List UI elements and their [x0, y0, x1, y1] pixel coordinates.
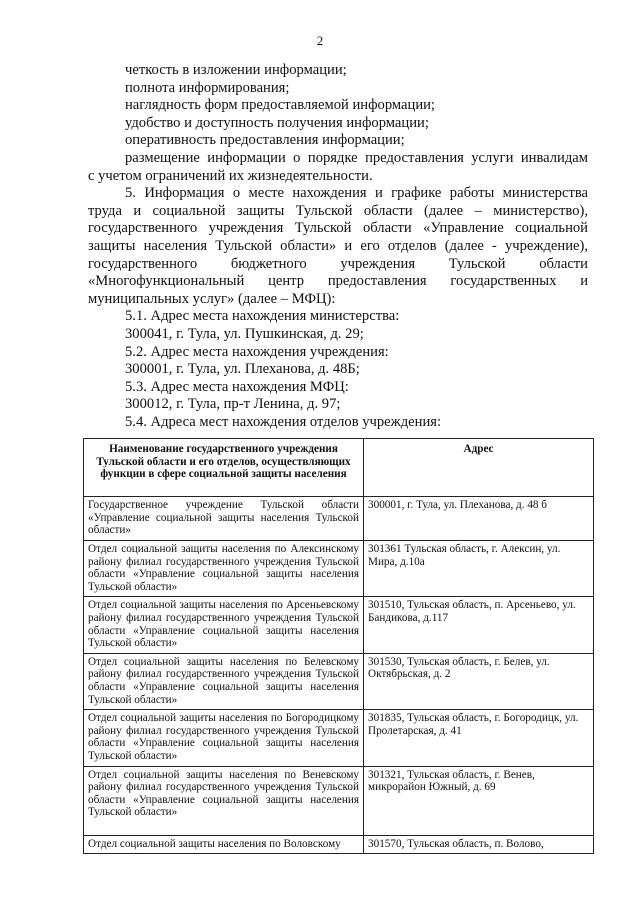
- list-item-completeness: полнота информирования;: [125, 79, 290, 96]
- cell-institution-name: Государственное учреждение Тульской области «Управление социальной защиты населения Тульской области»: [84, 497, 364, 541]
- list-item-promptness: оперативность предоставления информации;: [125, 132, 405, 149]
- cell-address: 301321, Тульская область, г. Венев, микрорайон Южный, д. 69: [364, 766, 594, 835]
- paragraph-line: 5. Информация о месте нахождения и графике работы министерства: [125, 185, 588, 202]
- body-text: [88, 62, 588, 431]
- mfc-address: 300012, г. Тула, пр-т Ленина, д. 97;: [125, 396, 341, 413]
- institution-address: 300001, г. Тула, ул. Плеханова, д. 48Б;: [125, 361, 360, 378]
- cell-institution-name: Отдел социальной защиты населения по Веневскому району филиал государственного учреждения Тульской области «Управление социальной защиты населения Тульской области»: [84, 766, 364, 835]
- cell-institution-name: Отдел социальной защиты населения по Арсеньевскому району филиал государственного учреждения Тульской области «Управление социальной защиты населения Тульской области»: [84, 597, 364, 653]
- departments-address-table: [83, 438, 594, 854]
- cell-institution-name: Отдел социальной защиты населения по Воловскому: [84, 835, 364, 854]
- cell-address: 301570, Тульская область, п. Волово,: [364, 835, 594, 854]
- table-row: [84, 835, 594, 854]
- column-header-address: Адрес: [364, 439, 594, 497]
- column-header-name: Наименование государственного учреждения Тульской области и его отделов, осуществляющих функции в сфере социальной защиты населения: [84, 439, 364, 497]
- paragraph-line: труда и социальной защиты Тульской области (далее – министерство),: [88, 202, 588, 219]
- cell-address: 301835, Тульская область, г. Богородицк, ул. Пролетарская, д. 41: [364, 710, 594, 766]
- paragraph-line: с учетом ограничений их жизнедеятельности.: [88, 167, 373, 184]
- cell-institution-name: Отдел социальной защиты населения по Алексинскому району филиал государственного учреждения Тульской области «Управление социальной защиты населения Тульской области»: [84, 541, 364, 597]
- cell-address: 301361 Тульская область, г. Алексин, ул. Мира, д.10а: [364, 541, 594, 597]
- cell-address: 300001, г. Тула, ул. Плеханова, д. 48 б: [364, 497, 594, 541]
- page-number: 2: [316, 33, 324, 48]
- table-row: [84, 597, 594, 653]
- table-row: [84, 497, 594, 541]
- table-row: [84, 710, 594, 766]
- ministry-address: 300041, г. Тула, ул. Пушкинская, д. 29;: [125, 325, 364, 342]
- section-5-1-heading: 5.1. Адрес места нахождения министерства:: [125, 308, 400, 325]
- table-row: [84, 541, 594, 597]
- paragraph-line: муниципальных услуг» (далее – МФЦ):: [88, 290, 336, 307]
- section-5-2-heading: 5.2. Адрес места нахождения учреждения:: [125, 343, 389, 360]
- list-item-clarity: четкость в изложении информации;: [125, 62, 347, 78]
- list-item-visibility: наглядность форм предоставляемой информации;: [125, 97, 435, 114]
- paragraph-line: размещение информации о порядке предоставления услуги инвалидам: [125, 149, 588, 166]
- paragraph-line: государственного учреждения Тульской области «Управление социальной: [88, 220, 588, 237]
- cell-address: 301530, Тульская область, г. Белев, ул. Октябрьская, д. 2: [364, 653, 594, 709]
- table-header-row: [84, 439, 594, 497]
- cell-address: 301510, Тульская область, п. Арсеньево, ул. Бандикова, д.117: [364, 597, 594, 653]
- paragraph-line: «Многофункциональный центр предоставления государственных и: [88, 273, 588, 290]
- paragraph-line: государственного бюджетного учреждения Тульской области: [88, 255, 588, 272]
- list-item-convenience: удобство и доступность получения информации;: [125, 114, 429, 131]
- cell-institution-name: Отдел социальной защиты населения по Белевскому району филиал государственного учреждения Тульской области «Управление социальной защиты населения Тульской области»: [84, 653, 364, 709]
- table-row: [84, 766, 594, 835]
- cell-institution-name: Отдел социальной защиты населения по Богородицкому району филиал государственного учреждения Тульской области «Управление социальной защиты населения Тульской области»: [84, 710, 364, 766]
- section-5-4-heading: 5.4. Адреса мест нахождения отделов учреждения:: [125, 413, 442, 430]
- table-row: [84, 653, 594, 709]
- section-5-3-heading: 5.3. Адрес места нахождения МФЦ:: [125, 378, 349, 395]
- paragraph-line: защиты населения Тульской области» и его отделов (далее - учреждение),: [88, 237, 588, 254]
